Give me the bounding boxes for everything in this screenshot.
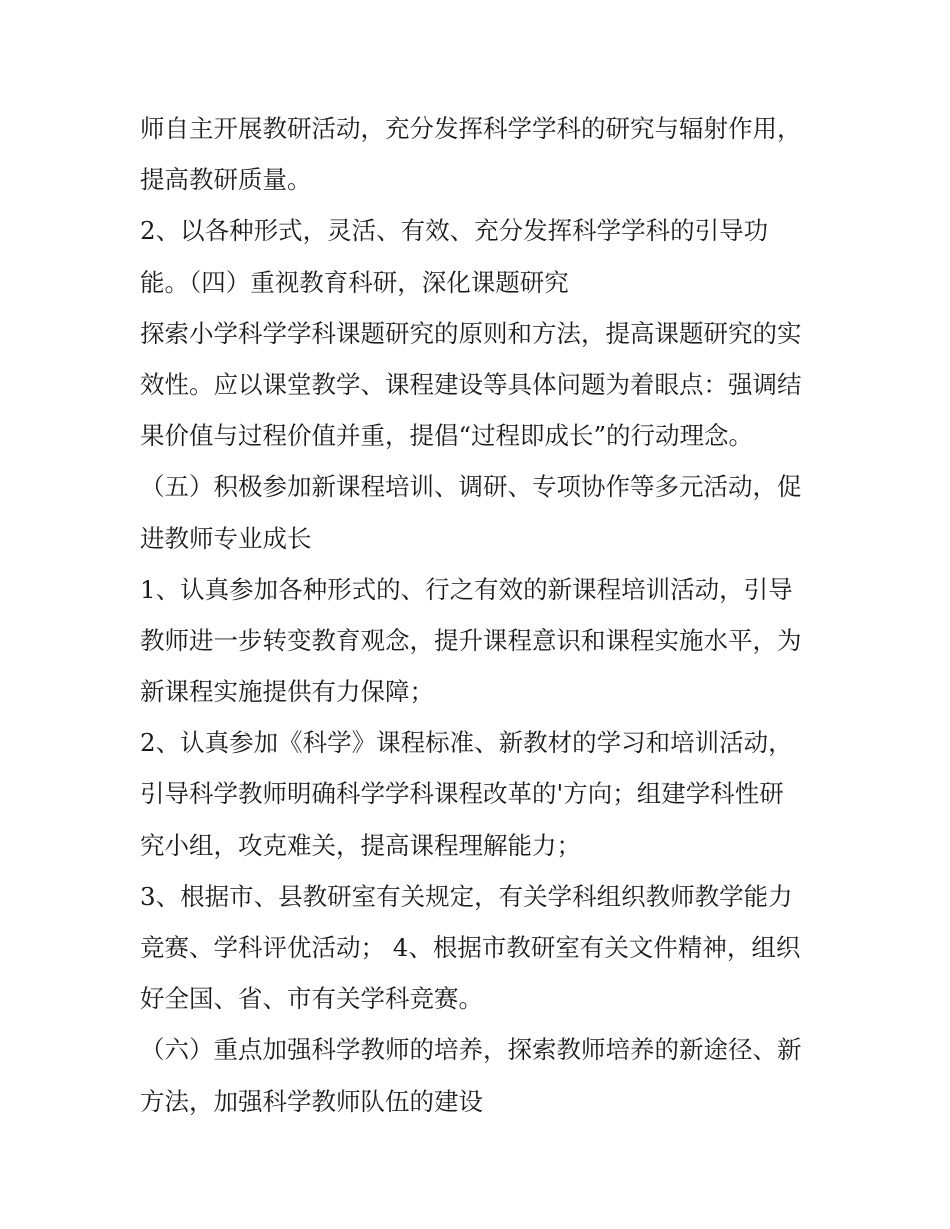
section-heading-6: （六）重点加强科学教师的培养，探索教师培养的新途径、新 [140,1035,802,1065]
text-line: 究小组，攻克难关，提高课程理解能力； [140,830,581,860]
text-line: 教师进一步转变教育观念，提升课程意识和课程实施水平，为 [140,625,802,655]
text-line: 提高教研质量。 [140,165,312,195]
text-line: 探索小学科学学科课题研究的原则和方法，提高课题研究的实 [140,318,802,348]
text-line: 2、以各种形式，灵活、有效、充分发挥科学学科的引导功 [140,216,769,246]
text-line: 引导科学教师明确科学学科课程改革的'方向；组建学科性研 [140,779,784,809]
text-line: 竞赛、学科评优活动； 4、根据市教研室有关文件精神，组织 [140,933,801,962]
body-text [140,103,830,1127]
text-line: 1、认真参加各种形式的、行之有效的新课程培训活动，引导 [140,574,793,604]
text-line: 好全国、省、市有关学科竞赛。 [140,984,483,1014]
text-line: 果价值与过程价值并重，提倡“过程即成长”的行动理念。 [140,421,754,451]
section-heading-5-cont: 进教师专业成长 [140,523,312,553]
text-line: 新课程实施提供有力保障； [140,677,434,707]
text-line: 效性。应以课堂教学、课程建设等具体问题为着眼点：强调结 [140,369,802,399]
text-line: 师自主开展教研活动，充分发挥科学学科的研究与辐射作用， [140,114,802,143]
text-line: 能。（四）重视教育科研，深化课题研究 [140,267,569,297]
section-heading-5: （五）积极参加新课程培训、调研、专项协作等多元活动，促 [140,472,802,502]
text-line: 3、根据市、县教研室有关规定，有关学科组织教师教学能力 [140,881,793,911]
text-line: 2、认真参加《科学》课程标准、新教材的学习和培训活动， [140,728,793,758]
section-heading-6-cont: 方法，加强科学教师队伍的建设 [140,1086,483,1116]
